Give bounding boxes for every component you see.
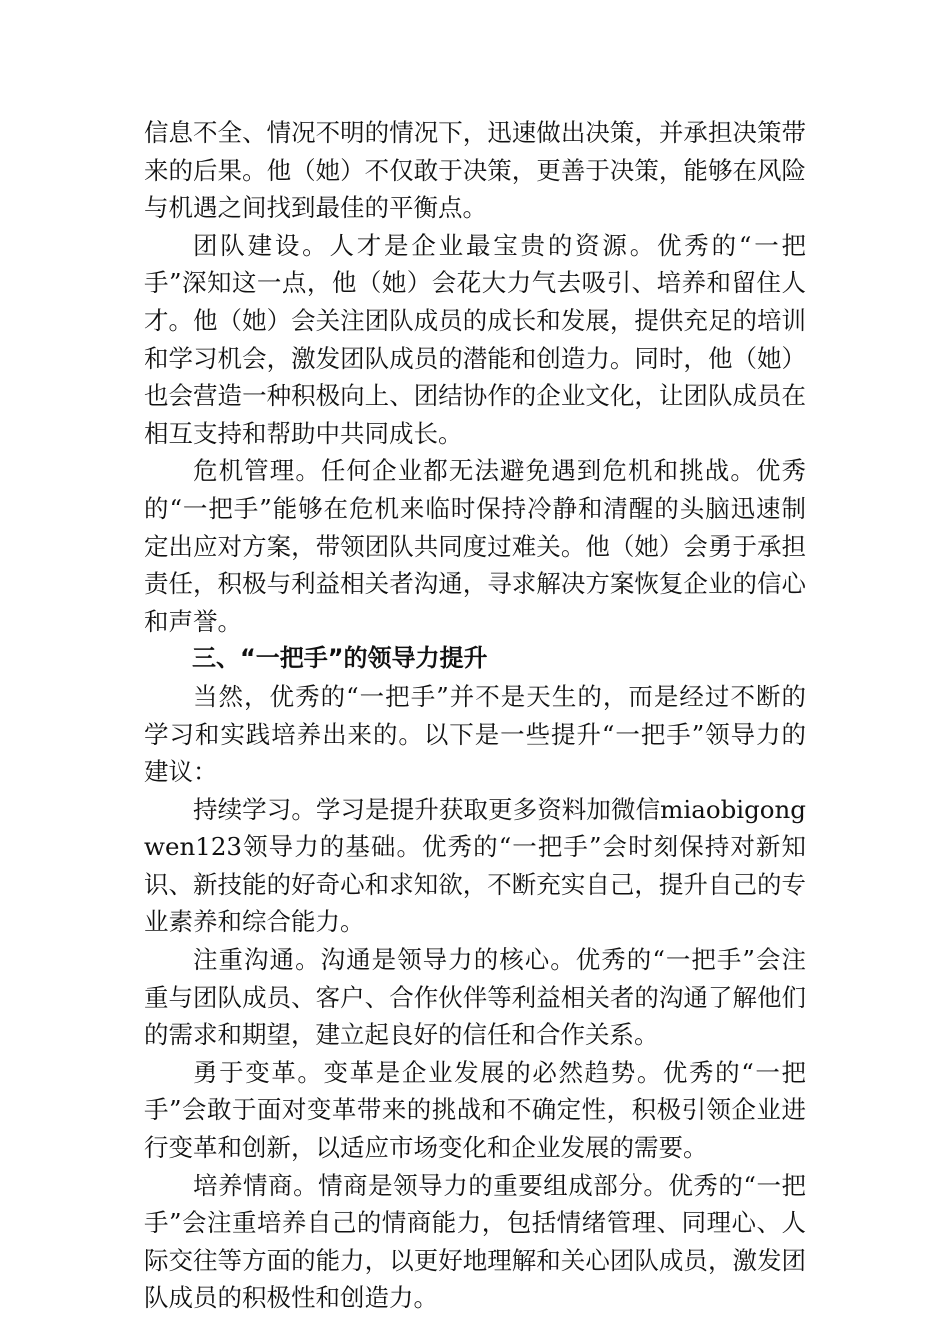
paragraph-team-building: 团队建设。人才是企业最宝贵的资源。优秀的“一把手”深知这一点，他（她）会花大力气去吸引、培养和留住人才。他（她）会关注团队成员的成长和发展，提供充足的培训和学习机会，激发团队成员的潜能和创造力。同时，他（她）也会营造一种积极向上、团结协作的企业文化，让团队成员在相互支持和帮助中共同成长。 [144,230,806,448]
paragraph-change: 勇于变革。变革是企业发展的必然趋势。优秀的“一把手”会敢于面对变革带来的挑战和不确定性，积极引领企业进行变革和创新，以适应市场变化和企业发展的需要。 [144,1057,806,1163]
paragraph-crisis-management: 危机管理。任何企业都无法避免遇到危机和挑战。优秀的“一把手”能够在危机来临时保持冷静和清醒的头脑迅速制定出应对方案，带领团队共同度过难关。他（她）会勇于承担责任，积极与利益相关者沟通，寻求解决方案恢复企业的信心和声誉。 [144,456,806,636]
paragraph-emotional-intelligence: 培养情商。情商是领导力的重要组成部分。优秀的“一把手”会注重培养自己的情商能力，包括情绪管理、同理心、人际交往等方面的能力，以更好地理解和关心团队成员，激发团队成员的积极性和创造力。 [144,1170,806,1313]
paragraph-introduction: 当然，优秀的“一把手”并不是天生的，而是经过不断的学习和实践培养出来的。以下是一些提升“一把手”领导力的建议： [144,681,806,787]
document-page [144,114,806,1317]
paragraph-decision-continued: 信息不全、情况不明的情况下，迅速做出决策，并承担决策带来的后果。他（她）不仅敢于决策，更善于决策，能够在风险与机遇之间找到最佳的平衡点。 [144,118,806,223]
section-heading-leadership-improvement: 三、“一把手”的领导力提升 [192,644,488,673]
paragraph-continuous-learning: 持续学习。学习是提升获取更多资料加微信miaobigongwen123领导力的基础。优秀的“一把手”会时刻保持对新知识、新技能的好奇心和求知欲，不断充实自己，提升自己的专业素养和综合能力。 [144,794,806,937]
paragraph-communication: 注重沟通。沟通是领导力的核心。优秀的“一把手”会注重与团队成员、客户、合作伙伴等利益相关者的沟通了解他们的需求和期望，建立起良好的信任和合作关系。 [144,945,806,1050]
